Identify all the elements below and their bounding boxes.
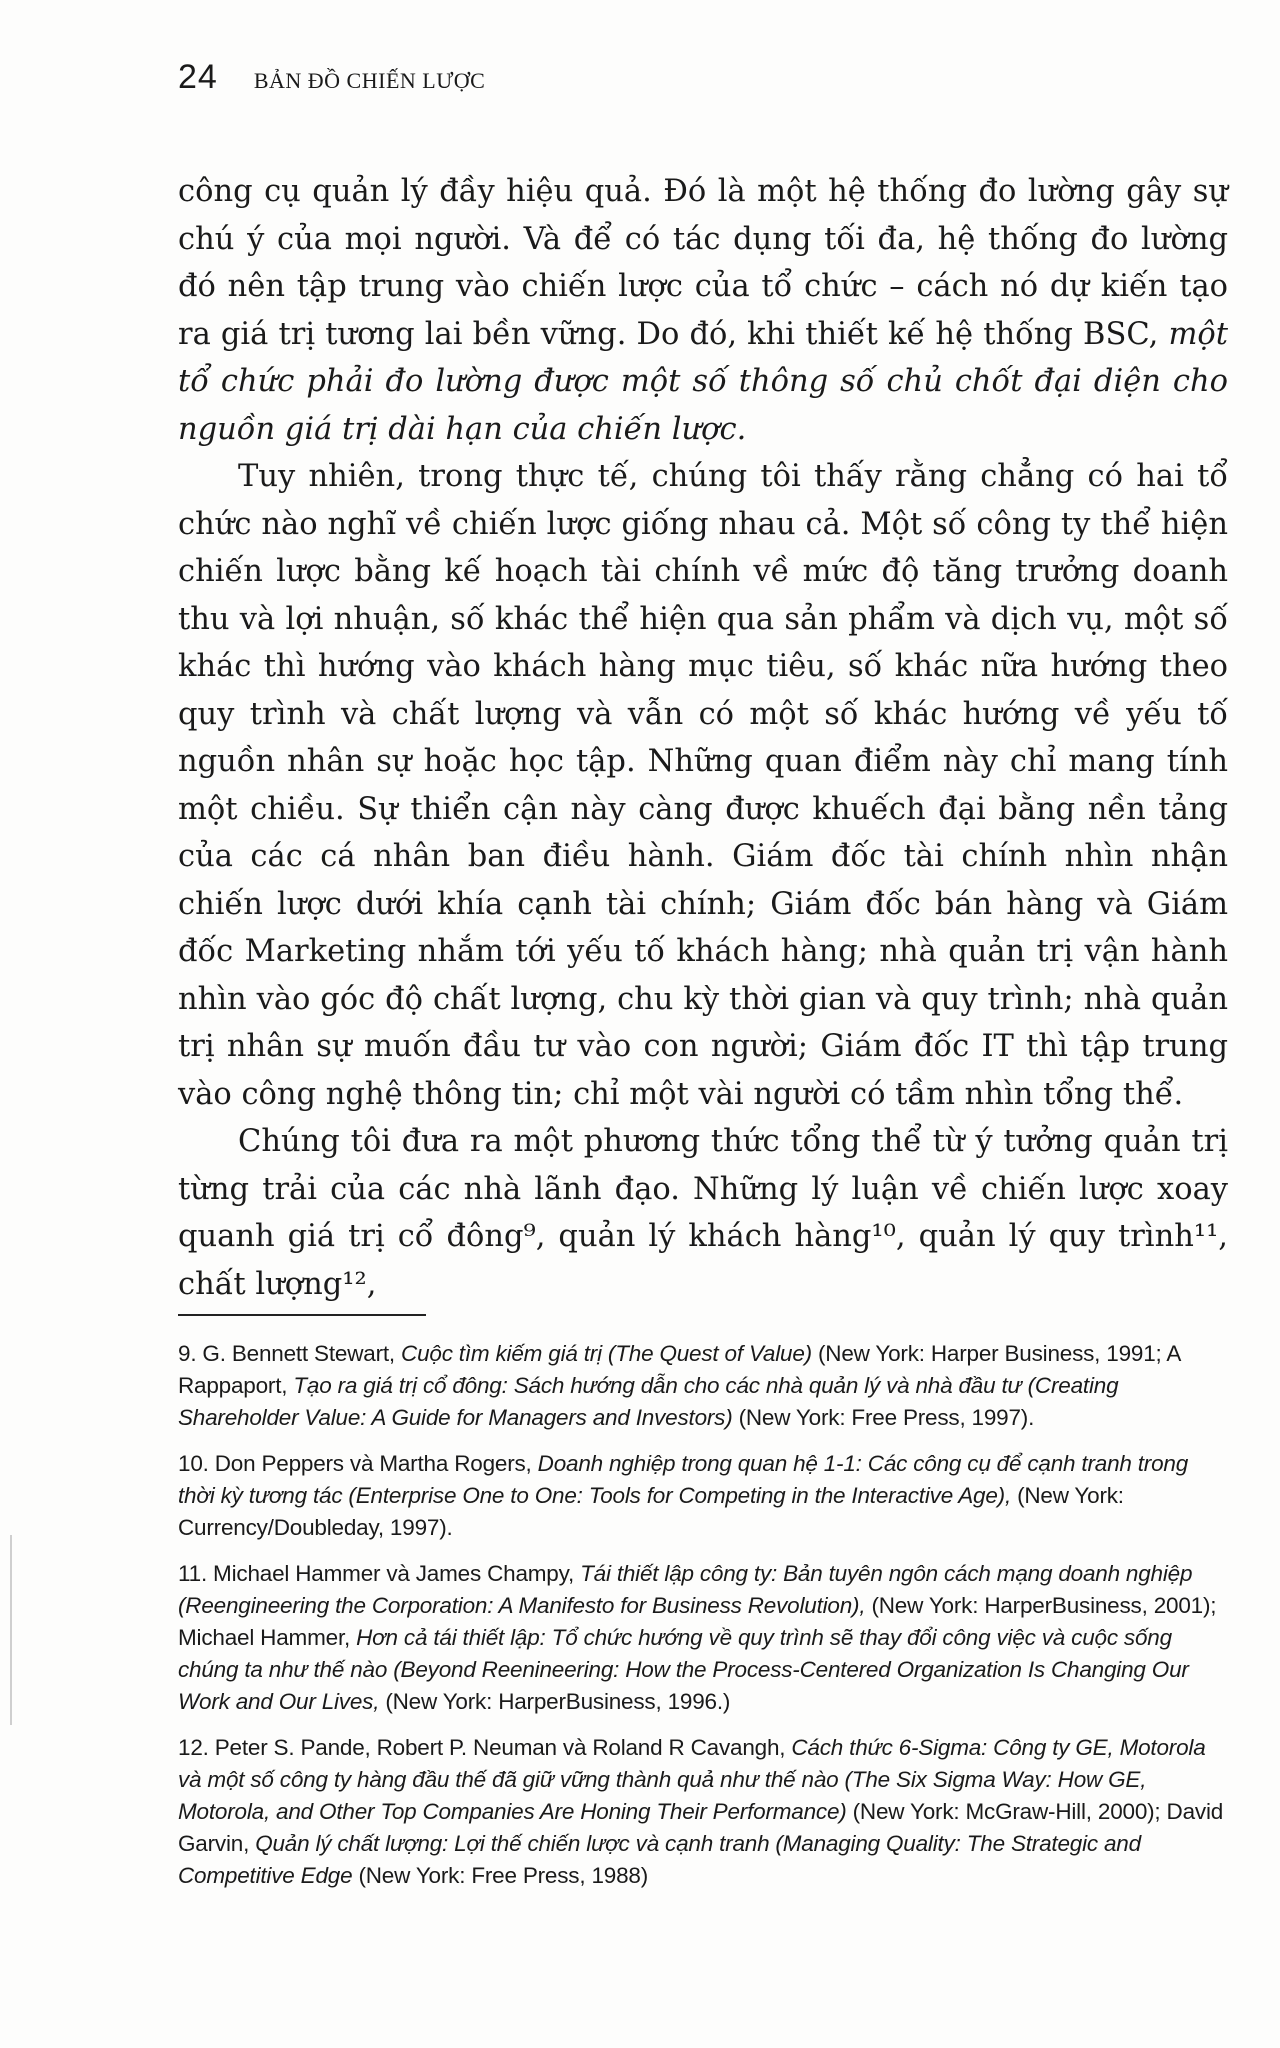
paragraph-1-emphasis: một tổ chức phải đo lường được một số thông số chủ chốt đại diện cho nguồn giá trị dài hạn của chiến lược. <box>178 316 1228 447</box>
footnote-10-pub: (New York: Currency/Doubleday, 1997). <box>178 1483 1124 1540</box>
page-number: 24 <box>178 58 218 96</box>
paragraph-1 <box>178 168 1228 453</box>
footnote-11-pub: (New York: HarperBusiness, 2001); Michael Hammer, <box>178 1593 1217 1650</box>
footnotes <box>178 1338 1228 1906</box>
footnote-divider <box>178 1314 426 1316</box>
paragraph-3: Chúng tôi đưa ra một phương thức tổng thể từ ý tưởng quản trị từng trải của các nhà lãnh đạo. Những lý luận về chiến lược xoay quanh giá trị cổ đông⁹, quản lý khách hàng¹⁰, quản lý quy trình¹¹, chất lượng¹², <box>178 1124 1228 1302</box>
footnote-10-title: Doanh nghiệp trong quan hệ 1-1: Các công cụ để cạnh tranh trong thời kỳ tương tác (Enterprise One to One: Tools for Competing in the Interactive Age), <box>178 1451 1189 1508</box>
footnote-11 <box>178 1558 1228 1718</box>
footnote-12-title: Cách thức 6-Sigma: Công ty GE, Motorola và một số công ty hàng đầu thế đã giữ vững thành quả như thế nào (The Six Sigma Way: How GE, Motorola, and Other Top Companies Are Honing Their Performance) <box>178 1735 1206 1824</box>
scan-margin-mark <box>10 1535 12 1725</box>
footnote-9-title-2: Tạo ra giá trị cổ đông: Sách hướng dẫn cho các nhà quản lý và nhà đầu tư (Creating Shareholder Value: A Guide for Managers and Investors) <box>178 1373 1119 1430</box>
footnote-12-pub: (New York: McGraw-Hill, 2000); David Garvin, <box>178 1799 1224 1856</box>
footnote-9-author: 9. G. Bennett Stewart, <box>178 1341 395 1366</box>
footnote-12-title-2: Quản lý chất lượng: Lợi thế chiến lược và cạnh tranh (Managing Quality: The Strategic and Competitive Edge <box>178 1831 1141 1888</box>
footnote-9-pub-2: (New York: Free Press, 1997). <box>738 1405 1035 1430</box>
footnote-11-title-2: Hơn cả tái thiết lập: Tổ chức hướng về quy trình sẽ thay đổi công việc và cuộc sống chúng ta như thế nào (Beyond Reenineering: How the Process-Centered Organization Is Changing Our Work and Our Lives, <box>178 1625 1189 1714</box>
footnote-11-title: Tái thiết lập công ty: Bản tuyên ngôn cách mạng doanh nghiệp (Reengineering the Corporation: A Manifesto for Business Revolution), <box>178 1561 1193 1618</box>
running-title: BẢN ĐỒ CHIẾN LƯỢC <box>253 68 486 93</box>
footnote-12-pub-2: (New York: Free Press, 1988) <box>358 1863 648 1888</box>
footnote-9-pub: (New York: Harper Business, 1991; A Rappaport, <box>178 1341 1180 1398</box>
page-header <box>178 58 485 108</box>
body-text <box>178 168 1228 1308</box>
footnote-9 <box>178 1338 1228 1434</box>
footnote-12-author: 12. Peter S. Pande, Robert P. Neuman và Roland R Cavangh, <box>178 1735 786 1760</box>
paragraph-2: Tuy nhiên, trong thực tế, chúng tôi thấy rằng chẳng có hai tổ chức nào nghĩ về chiến lược giống nhau cả. Một số công ty thể hiện chiến lược bằng kế hoạch tài chính về mức độ tăng trưởng doanh thu và lợi nhuận, số khác thể hiện qua sản phẩm và dịch vụ, một số khác thì hướng vào khách hàng mục tiêu, số khác nữa hướng theo quy trình và chất lượng và vẫn có một số khác hướng về yếu tố nguồn nhân sự hoặc học tập. Những quan điểm này chỉ mang tính một chiều. Sự thiển cận này càng được khuếch đại bằng nền tảng của các cá nhân ban điều hành. Giám đốc tài chính nhìn nhận chiến lược dưới khía cạnh tài chính; Giám đốc bán hàng và Giám đốc Marketing nhắm tới yếu tố khách hàng; nhà quản trị vận hành nhìn vào góc độ chất lượng, chu kỳ thời gian và quy trình; nhà quản trị nhân sự muốn đầu tư vào con người; Giám đốc IT thì tập trung vào công nghệ thông tin; chỉ một vài người có tầm nhìn tổng thể. <box>178 459 1228 1112</box>
footnote-11-pub-2: (New York: HarperBusiness, 1996.) <box>385 1689 731 1714</box>
footnote-9-title: Cuộc tìm kiếm giá trị (The Quest of Value) <box>401 1341 812 1366</box>
footnote-12 <box>178 1732 1228 1892</box>
footnote-11-author: 11. Michael Hammer và James Champy, <box>178 1561 575 1586</box>
footnote-10 <box>178 1448 1228 1544</box>
footnote-10-author: 10. Don Peppers và Martha Rogers, <box>178 1451 532 1476</box>
paragraph-1-text: công cụ quản lý đầy hiệu quả. Đó là một hệ thống đo lường gây sự chú ý của mọi người. Và để có tác dụng tối đa, hệ thống đo lường đó nên tập trung vào chiến lược của tổ chức – cách nó dự kiến tạo ra giá trị tương lai bền vững. Do đó, khi thiết kế hệ thống BSC, <box>178 174 1228 352</box>
